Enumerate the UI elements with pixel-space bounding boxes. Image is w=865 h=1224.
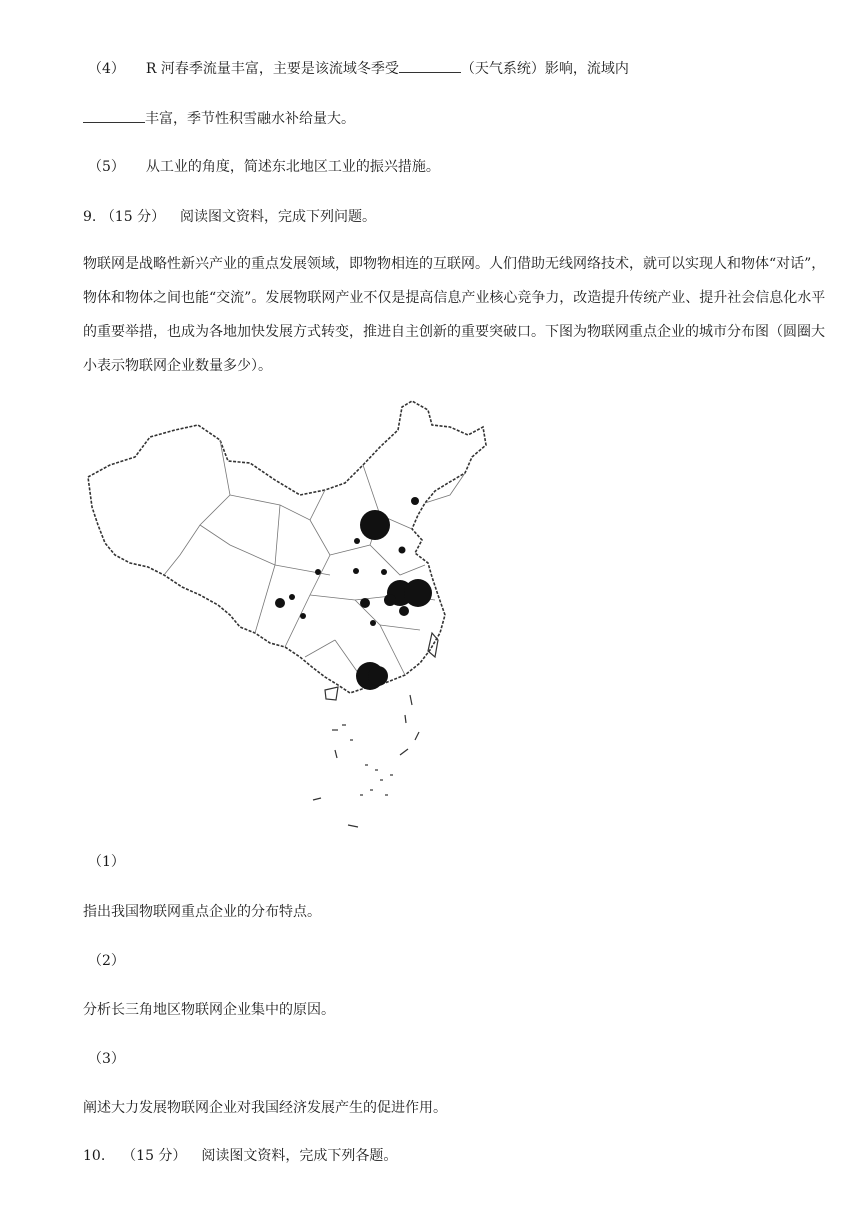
marker-shenzhen xyxy=(368,666,388,686)
q9-sub2-number: （2） xyxy=(88,953,125,969)
map-islands xyxy=(313,633,438,827)
q10-number: 10. xyxy=(83,1148,106,1164)
answer-blank-1[interactable] xyxy=(399,58,461,73)
q9-sub3-number: （3） xyxy=(88,1051,125,1067)
marker-nanchang xyxy=(370,620,376,626)
q10-instruction: 阅读图文资料，完成下列各题。 xyxy=(201,1148,398,1164)
q10-score: （15 分） xyxy=(122,1148,187,1164)
q8-sub5-text: 从工业的角度，简述东北地区工业的振兴措施。 xyxy=(145,159,440,175)
q9-sub2-text: 分析长三角地区物联网企业集中的原因。 xyxy=(83,1002,335,1018)
marker-hangzhou xyxy=(399,606,409,616)
marker-xian xyxy=(315,569,321,575)
marker-chongqing xyxy=(300,613,306,619)
enterprise-markers xyxy=(275,497,432,690)
q9-instruction: 阅读图文资料，完成下列问题。 xyxy=(179,209,376,225)
marker-shanghai xyxy=(404,579,432,607)
marker-deyang xyxy=(289,594,295,600)
map-province-borders xyxy=(164,440,465,687)
marker-shijiazhuang xyxy=(354,538,360,544)
q9-passage xyxy=(83,247,828,383)
marker-xuzhou xyxy=(381,569,387,575)
marker-hefei xyxy=(384,594,396,606)
q9-score: （15 分） xyxy=(100,209,166,225)
q9-passage-text: 物联网是战略性新兴产业的重点发展领域，即物物相连的互联网。人们借助无线网络技术，就可以实现人和物体“对话”，物体和物体之间也能“交流”。发展物联网产业不仅是提高信息产业核心竞争力，改造提升传统产业、提升社会信息化水平的重要举措，也成为各地加快发展方式转变，推进自主创新的重要突破口。下图为物联网重点企业的城市分布图（圆圈大小表示物联网企业数量多少）。 xyxy=(83,256,826,374)
q8-sub4-line2 xyxy=(83,108,355,129)
marker-wuhan xyxy=(360,598,370,608)
q8-sub4-number: （4） xyxy=(88,61,125,77)
q9-number: 9. xyxy=(83,209,97,225)
marker-shenyang xyxy=(411,497,419,505)
q8-sub4-line1 xyxy=(88,58,629,79)
q8-sub5-number: （5） xyxy=(88,159,125,175)
marker-jinan xyxy=(399,547,406,554)
q9-sub3-text: 阐述大力发展物联网企业对我国经济发展产生的促进作用。 xyxy=(83,1100,447,1116)
marker-beijing xyxy=(360,510,390,540)
q9-header xyxy=(83,207,376,227)
q10-header xyxy=(83,1146,397,1166)
q9-sub1-number: （1） xyxy=(88,854,125,870)
china-iot-enterprise-map xyxy=(80,395,500,835)
q8-sub4-text-b: （天气系统）影响，流域内 xyxy=(460,61,629,77)
marker-zhengzhou xyxy=(353,568,359,574)
answer-blank-2[interactable] xyxy=(83,108,145,123)
map-country-outline xyxy=(88,401,486,693)
q9-sub1-text: 指出我国物联网重点企业的分布特点。 xyxy=(83,904,321,920)
q8-sub4-line2-text: 丰富，季节性积雪融水补给量大。 xyxy=(145,111,355,127)
marker-chengdu xyxy=(275,598,285,608)
q8-sub5 xyxy=(88,157,440,177)
q8-sub4-text-a: R 河春季流量丰富，主要是该流域冬季受 xyxy=(145,61,399,77)
